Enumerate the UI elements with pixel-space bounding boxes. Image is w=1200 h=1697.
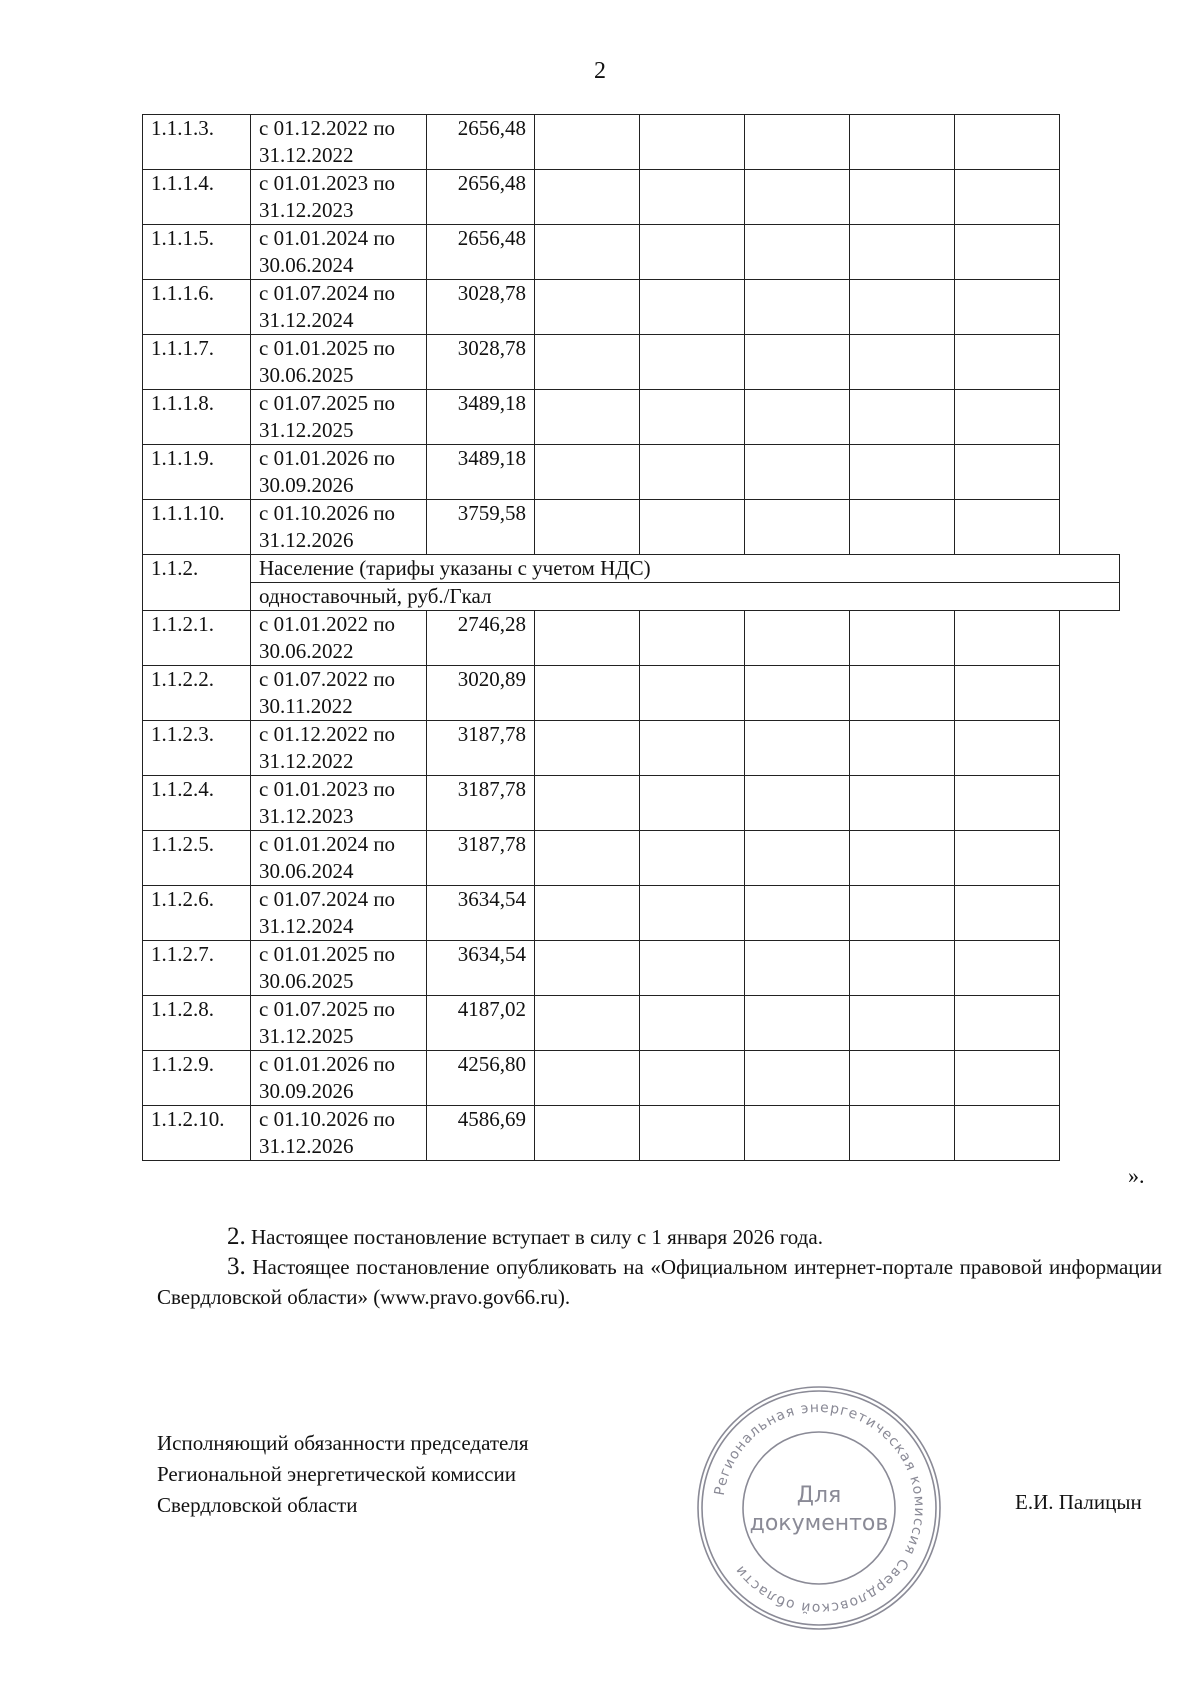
empty-cell (745, 225, 850, 280)
period-line: с 01.01.2022 по (259, 612, 396, 636)
period-line: с 01.01.2023 по (259, 171, 396, 195)
row-tariff-value: 4256,80 (427, 1051, 535, 1106)
empty-cell (745, 776, 850, 831)
empty-cell (745, 1106, 850, 1161)
row-tariff-value: 2656,48 (427, 170, 535, 225)
empty-cell (745, 1051, 850, 1106)
empty-cell (955, 996, 1060, 1051)
empty-cell (640, 170, 745, 225)
empty-cell (850, 996, 955, 1051)
empty-cell (850, 941, 955, 996)
empty-cell (745, 666, 850, 721)
row-code: 1.1.1.10. (143, 500, 251, 555)
empty-cell (745, 941, 850, 996)
table-row (143, 941, 1120, 996)
row-tariff-value: 3489,18 (427, 390, 535, 445)
row-tariff-value: 2746,28 (427, 611, 535, 666)
row-period (251, 500, 427, 555)
signer-position-line: Региональной энергетической комиссии (157, 1462, 516, 1486)
empty-cell (535, 115, 640, 170)
empty-cell (745, 170, 850, 225)
empty-cell (955, 115, 1060, 170)
empty-cell (955, 445, 1060, 500)
empty-cell (955, 225, 1060, 280)
empty-cell (640, 390, 745, 445)
stamp-outer-ring (698, 1387, 940, 1629)
row-period (251, 831, 427, 886)
empty-cell (535, 831, 640, 886)
table-row (143, 831, 1120, 886)
row-period (251, 776, 427, 831)
empty-cell (535, 1051, 640, 1106)
row-tariff-value: 2656,48 (427, 115, 535, 170)
page-number: 2 (594, 58, 606, 84)
empty-cell (745, 886, 850, 941)
period-line: с 01.01.2025 по (259, 942, 396, 966)
empty-cell (850, 611, 955, 666)
row-period (251, 280, 427, 335)
row-tariff-value: 3489,18 (427, 445, 535, 500)
empty-cell (850, 666, 955, 721)
empty-cell (955, 390, 1060, 445)
table-row (143, 1106, 1120, 1161)
empty-cell (535, 996, 640, 1051)
empty-cell (745, 721, 850, 776)
official-stamp (695, 1384, 943, 1632)
period-line: с 01.07.2025 по (259, 997, 396, 1021)
period-line: с 01.01.2024 по (259, 832, 396, 856)
period-line: 30.06.2024 (259, 859, 354, 883)
row-period (251, 390, 427, 445)
section-subtitle-row (143, 583, 1120, 611)
empty-cell (640, 1106, 745, 1161)
row-tariff-value: 3187,78 (427, 831, 535, 886)
empty-cell (535, 666, 640, 721)
empty-cell (745, 996, 850, 1051)
empty-cell (535, 445, 640, 500)
empty-cell (850, 390, 955, 445)
period-line: 30.09.2026 (259, 473, 354, 497)
empty-cell (535, 776, 640, 831)
empty-cell (745, 445, 850, 500)
empty-cell (640, 776, 745, 831)
row-period (251, 886, 427, 941)
paragraph-3 (157, 1252, 1162, 1312)
empty-cell (535, 280, 640, 335)
period-line: 31.12.2024 (259, 914, 354, 938)
empty-cell (955, 335, 1060, 390)
empty-cell (535, 886, 640, 941)
paragraph-2 (157, 1222, 1162, 1252)
empty-cell (535, 721, 640, 776)
row-code: 1.1.1.5. (143, 225, 251, 280)
empty-cell (640, 721, 745, 776)
stamp-ring-text: Региональная энергетическая комиссия Свердловской области (711, 1399, 928, 1617)
empty-cell (640, 1051, 745, 1106)
row-period (251, 170, 427, 225)
empty-cell (640, 666, 745, 721)
empty-cell (640, 611, 745, 666)
paragraph-text: Настоящее постановление вступает в силу с 1 января 2026 года. (251, 1225, 823, 1249)
empty-cell (850, 721, 955, 776)
empty-cell (640, 941, 745, 996)
signer-position-line: Исполняющий обязанности председателя (157, 1431, 529, 1455)
signer-position (157, 1428, 529, 1521)
row-tariff-value: 3634,54 (427, 941, 535, 996)
period-line: 31.12.2023 (259, 804, 354, 828)
empty-cell (850, 1106, 955, 1161)
empty-cell (955, 1106, 1060, 1161)
row-tariff-value: 3028,78 (427, 335, 535, 390)
row-period (251, 611, 427, 666)
empty-cell (955, 1051, 1060, 1106)
paragraph-number: 3. (227, 1253, 246, 1280)
empty-cell (535, 1106, 640, 1161)
period-line: 31.12.2023 (259, 198, 354, 222)
table-row (143, 335, 1120, 390)
row-code: 1.1.2.7. (143, 941, 251, 996)
period-line: 30.06.2025 (259, 969, 354, 993)
table-row (143, 280, 1120, 335)
table-row (143, 666, 1120, 721)
empty-cell (745, 500, 850, 555)
row-code: 1.1.2.6. (143, 886, 251, 941)
stamp-outer-ring-inner (702, 1391, 936, 1625)
row-code: 1.1.2.10. (143, 1106, 251, 1161)
empty-cell (745, 831, 850, 886)
table-row (143, 721, 1120, 776)
row-code: 1.1.1.6. (143, 280, 251, 335)
period-line: с 01.01.2026 по (259, 1052, 396, 1076)
empty-cell (955, 170, 1060, 225)
row-period (251, 666, 427, 721)
period-line: 31.12.2022 (259, 143, 354, 167)
row-code: 1.1.2.1. (143, 611, 251, 666)
table-row (143, 996, 1120, 1051)
row-code: 1.1.2.2. (143, 666, 251, 721)
row-code: 1.1.2.4. (143, 776, 251, 831)
stamp-center-text: документов (749, 1511, 889, 1536)
row-code: 1.1.2.8. (143, 996, 251, 1051)
row-period (251, 115, 427, 170)
empty-cell (955, 941, 1060, 996)
empty-cell (850, 776, 955, 831)
empty-cell (850, 1051, 955, 1106)
period-line: с 01.01.2025 по (259, 336, 396, 360)
period-line: с 01.07.2024 по (259, 887, 396, 911)
empty-cell (850, 115, 955, 170)
row-tariff-value: 2656,48 (427, 225, 535, 280)
empty-cell (745, 390, 850, 445)
empty-cell (850, 886, 955, 941)
empty-cell (745, 611, 850, 666)
period-line: с 01.07.2022 по (259, 667, 396, 691)
tariff-table (142, 114, 1120, 1161)
table-row (143, 390, 1120, 445)
empty-cell (640, 225, 745, 280)
empty-cell (850, 445, 955, 500)
table-row (143, 611, 1120, 666)
period-line: с 01.01.2023 по (259, 777, 396, 801)
empty-cell (955, 721, 1060, 776)
empty-cell (955, 280, 1060, 335)
empty-cell (640, 445, 745, 500)
empty-cell (955, 886, 1060, 941)
row-period (251, 1106, 427, 1161)
row-code: 1.1.2.9. (143, 1051, 251, 1106)
row-period (251, 941, 427, 996)
empty-cell (640, 335, 745, 390)
empty-cell (955, 500, 1060, 555)
row-period (251, 996, 427, 1051)
row-code: 1.1.2.3. (143, 721, 251, 776)
empty-cell (535, 225, 640, 280)
empty-cell (850, 280, 955, 335)
period-line: 31.12.2025 (259, 1024, 354, 1048)
period-line: с 01.12.2022 по (259, 116, 396, 140)
row-code: 1.1.1.7. (143, 335, 251, 390)
empty-cell (535, 500, 640, 555)
section-header-row (143, 555, 1120, 583)
empty-cell (850, 335, 955, 390)
row-tariff-value: 3634,54 (427, 886, 535, 941)
row-tariff-value: 3759,58 (427, 500, 535, 555)
period-line: 30.06.2024 (259, 253, 354, 277)
row-code: 1.1.2.5. (143, 831, 251, 886)
row-code: 1.1.1.3. (143, 115, 251, 170)
row-period (251, 721, 427, 776)
empty-cell (535, 941, 640, 996)
empty-cell (955, 776, 1060, 831)
empty-cell (535, 335, 640, 390)
period-line: с 01.07.2024 по (259, 281, 396, 305)
paragraph-text: Настоящее постановление опубликовать на «Официальном интернет-портале правовой информации Свердловской области» (www.pravo.gov66.ru). (157, 1255, 1162, 1309)
empty-cell (850, 831, 955, 886)
closing-quote: ». (1128, 1163, 1145, 1188)
row-tariff-value: 3187,78 (427, 721, 535, 776)
row-tariff-value: 4187,02 (427, 996, 535, 1051)
signer-name: Е.И. Палицын (1015, 1490, 1142, 1514)
period-line: с 01.10.2026 по (259, 1107, 396, 1131)
period-line: 31.12.2022 (259, 749, 354, 773)
period-line: с 01.01.2024 по (259, 226, 396, 250)
empty-cell (535, 390, 640, 445)
row-period (251, 1051, 427, 1106)
row-code: 1.1.2. (143, 555, 251, 611)
row-tariff-value: 3020,89 (427, 666, 535, 721)
period-line: 31.12.2026 (259, 1134, 354, 1158)
paragraph-number: 2. (227, 1223, 246, 1250)
empty-cell (640, 886, 745, 941)
period-line: 30.11.2022 (259, 694, 353, 718)
empty-cell (640, 996, 745, 1051)
row-tariff-value: 3187,78 (427, 776, 535, 831)
empty-cell (640, 831, 745, 886)
section-subtitle: одноставочный, руб./Гкал (251, 583, 1120, 611)
row-code: 1.1.1.9. (143, 445, 251, 500)
row-period (251, 445, 427, 500)
empty-cell (640, 280, 745, 335)
period-line: 30.06.2022 (259, 639, 354, 663)
empty-cell (850, 170, 955, 225)
row-period (251, 335, 427, 390)
empty-cell (955, 666, 1060, 721)
empty-cell (535, 611, 640, 666)
empty-cell (955, 831, 1060, 886)
table-row (143, 170, 1120, 225)
row-tariff-value: 3028,78 (427, 280, 535, 335)
empty-cell (745, 115, 850, 170)
period-line: 31.12.2024 (259, 308, 354, 332)
period-line: с 01.12.2022 по (259, 722, 396, 746)
row-tariff-value: 4586,69 (427, 1106, 535, 1161)
row-code: 1.1.1.8. (143, 390, 251, 445)
row-code: 1.1.1.4. (143, 170, 251, 225)
stamp-center-text: Для (796, 1483, 842, 1508)
stamp-inner-ring (743, 1432, 895, 1584)
section-title: Население (тарифы указаны с учетом НДС) (251, 555, 1120, 583)
period-line: с 01.10.2026 по (259, 501, 396, 525)
empty-cell (745, 280, 850, 335)
table-row (143, 445, 1120, 500)
period-line: с 01.01.2026 по (259, 446, 396, 470)
period-line: 30.06.2025 (259, 363, 354, 387)
table-row (143, 1051, 1120, 1106)
signer-position-line: Свердловской области (157, 1493, 358, 1517)
empty-cell (640, 115, 745, 170)
empty-cell (850, 225, 955, 280)
empty-cell (850, 500, 955, 555)
table-row (143, 225, 1120, 280)
empty-cell (640, 500, 745, 555)
table-row (143, 776, 1120, 831)
empty-cell (745, 335, 850, 390)
period-line: 31.12.2025 (259, 418, 354, 442)
table-row (143, 500, 1120, 555)
period-line: с 01.07.2025 по (259, 391, 396, 415)
empty-cell (955, 611, 1060, 666)
resolution-paragraphs (157, 1222, 1162, 1312)
empty-cell (535, 170, 640, 225)
table-row (143, 115, 1120, 170)
period-line: 30.09.2026 (259, 1079, 354, 1103)
row-period (251, 225, 427, 280)
table-row (143, 886, 1120, 941)
period-line: 31.12.2026 (259, 528, 354, 552)
